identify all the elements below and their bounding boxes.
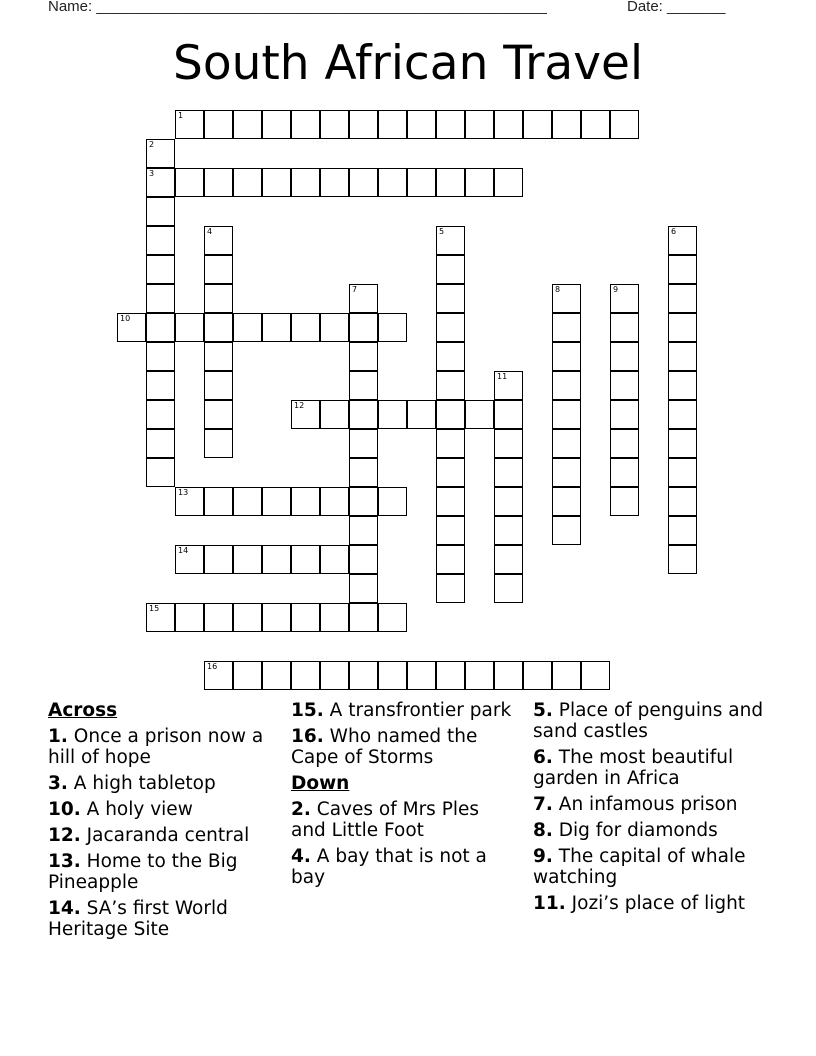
grid-cell[interactable] [610, 400, 639, 429]
clue-text: Home to the Big Pineapple [48, 851, 238, 893]
grid-cell[interactable] [349, 661, 378, 690]
grid-cell[interactable] [204, 342, 233, 371]
grid-cell[interactable] [262, 661, 291, 690]
clue-number: 1. [48, 726, 68, 747]
grid-cell[interactable] [465, 661, 494, 690]
across-clue-14 [48, 898, 273, 940]
grid-cell[interactable] [494, 371, 523, 400]
clue-number: 15. [291, 700, 324, 721]
grid-cell[interactable] [233, 661, 262, 690]
down-clue-9 [533, 846, 768, 888]
clue-number-label: 8 [555, 285, 561, 294]
grid-cell[interactable] [436, 574, 465, 603]
grid-cell[interactable] [146, 226, 175, 255]
grid-cell[interactable] [349, 574, 378, 603]
across-clue-1 [48, 726, 273, 768]
across-clue-12 [48, 825, 273, 846]
clues-column-1 [48, 700, 273, 945]
grid-cell[interactable] [436, 545, 465, 574]
clue-number: 5. [533, 700, 553, 721]
grid-cell[interactable] [320, 313, 349, 342]
grid-cell[interactable] [668, 226, 697, 255]
grid-cell[interactable] [436, 255, 465, 284]
grid-cell[interactable] [494, 458, 523, 487]
down-heading: Down [291, 773, 350, 794]
grid-cell[interactable] [291, 603, 320, 632]
grid-cell[interactable] [146, 429, 175, 458]
grid-cell[interactable] [436, 371, 465, 400]
grid-cell[interactable] [175, 545, 204, 574]
grid-cell[interactable] [494, 400, 523, 429]
clue-number: 9. [533, 846, 553, 867]
clue-number: 7. [533, 794, 553, 815]
grid-cell[interactable] [465, 110, 494, 139]
down-clue-5 [533, 700, 768, 742]
grid-cell[interactable] [523, 110, 552, 139]
grid-cell[interactable] [436, 342, 465, 371]
grid-cell[interactable] [233, 313, 262, 342]
clue-text: A holy view [86, 799, 193, 820]
grid-cell[interactable] [378, 487, 407, 516]
grid-cell[interactable] [436, 313, 465, 342]
grid-cell[interactable] [204, 371, 233, 400]
grid-cell[interactable] [349, 516, 378, 545]
date-field-label[interactable]: Date: _______ [627, 0, 726, 15]
grid-cell[interactable] [610, 342, 639, 371]
down-clue-4 [291, 846, 516, 888]
across-clue-15 [291, 700, 516, 721]
grid-cell[interactable] [378, 110, 407, 139]
grid-cell[interactable] [204, 226, 233, 255]
grid-cell[interactable] [349, 284, 378, 313]
grid-cell[interactable] [610, 284, 639, 313]
grid-cell[interactable] [378, 400, 407, 429]
clue-text: The capital of whale watching [533, 846, 746, 888]
grid-cell[interactable] [552, 429, 581, 458]
clue-number-label: 4 [207, 227, 213, 236]
grid-cell[interactable] [320, 110, 349, 139]
grid-cell[interactable] [262, 487, 291, 516]
clue-number-label: 12 [294, 401, 305, 410]
grid-cell[interactable] [204, 429, 233, 458]
clue-number-label: 6 [671, 227, 677, 236]
grid-cell[interactable] [407, 168, 436, 197]
clue-text: Once a prison now a hill of hope [48, 726, 264, 768]
grid-cell[interactable] [552, 487, 581, 516]
grid-cell[interactable] [436, 458, 465, 487]
clue-number-label: 16 [207, 662, 218, 671]
grid-cell[interactable] [349, 400, 378, 429]
grid-cell[interactable] [407, 661, 436, 690]
grid-cell[interactable] [262, 168, 291, 197]
grid-cell[interactable] [204, 168, 233, 197]
clue-number-label: 15 [149, 604, 160, 613]
across-clue-10 [48, 799, 273, 820]
grid-cell[interactable] [494, 516, 523, 545]
clue-number: 8. [533, 820, 553, 841]
grid-cell[interactable] [610, 458, 639, 487]
grid-cell[interactable] [349, 342, 378, 371]
grid-cell[interactable] [262, 545, 291, 574]
grid-cell[interactable] [610, 429, 639, 458]
down-clue-2 [291, 799, 516, 841]
grid-cell[interactable] [349, 168, 378, 197]
grid-cell[interactable] [465, 400, 494, 429]
grid-cell[interactable] [610, 110, 639, 139]
grid-cell[interactable] [668, 342, 697, 371]
grid-cell[interactable] [204, 487, 233, 516]
grid-cell[interactable] [349, 487, 378, 516]
grid-cell[interactable] [668, 487, 697, 516]
clue-text: Jozi’s place of light [571, 893, 746, 914]
grid-cell[interactable] [494, 429, 523, 458]
grid-cell[interactable] [552, 313, 581, 342]
grid-cell[interactable] [436, 168, 465, 197]
grid-cell[interactable] [610, 487, 639, 516]
grid-cell[interactable] [175, 110, 204, 139]
clue-text: Who named the Cape of Storms [291, 726, 478, 768]
grid-cell[interactable] [146, 313, 175, 342]
grid-cell[interactable] [291, 545, 320, 574]
clue-number-label: 3 [149, 169, 155, 178]
grid-cell[interactable] [436, 516, 465, 545]
grid-cell[interactable] [378, 661, 407, 690]
down-clue-11 [533, 893, 768, 914]
grid-cell[interactable] [146, 371, 175, 400]
clue-text: A transfrontier park [329, 700, 512, 721]
grid-cell[interactable] [262, 313, 291, 342]
grid-cell[interactable] [436, 284, 465, 313]
grid-cell[interactable] [204, 284, 233, 313]
grid-cell[interactable] [349, 429, 378, 458]
grid-cell[interactable] [291, 168, 320, 197]
grid-cell[interactable] [233, 603, 262, 632]
clue-text: A bay that is not a bay [291, 846, 487, 888]
clue-number: 14. [48, 898, 81, 919]
clues-column-2 [291, 700, 516, 893]
clue-number-label: 1 [178, 111, 184, 120]
grid-cell[interactable] [552, 458, 581, 487]
grid-cell[interactable] [523, 661, 552, 690]
grid-cell[interactable] [204, 313, 233, 342]
across-clue-3 [48, 773, 273, 794]
clues-column-3 [533, 700, 768, 919]
grid-cell[interactable] [204, 603, 233, 632]
clue-text: SA’s first World Heritage Site [48, 898, 228, 940]
grid-cell[interactable] [668, 545, 697, 574]
clue-number: 4. [291, 846, 311, 867]
grid-cell[interactable] [146, 139, 175, 168]
grid-cell[interactable] [349, 371, 378, 400]
clue-text: Caves of Mrs Ples and Little Foot [291, 799, 480, 841]
grid-cell[interactable] [204, 255, 233, 284]
across-heading: Across [48, 700, 118, 721]
clue-number-label: 7 [352, 285, 358, 294]
grid-cell[interactable] [291, 400, 320, 429]
grid-cell[interactable] [552, 342, 581, 371]
grid-cell[interactable] [668, 371, 697, 400]
down-clue-6 [533, 747, 768, 789]
grid-cell[interactable] [581, 110, 610, 139]
clue-number-label: 14 [178, 546, 189, 555]
grid-cell[interactable] [175, 168, 204, 197]
grid-cell[interactable] [494, 545, 523, 574]
grid-cell[interactable] [610, 313, 639, 342]
grid-cell[interactable] [233, 545, 262, 574]
grid-cell[interactable] [233, 168, 262, 197]
grid-cell[interactable] [494, 574, 523, 603]
clue-text: Jacaranda central [86, 825, 250, 846]
clue-number: 6. [533, 747, 553, 768]
grid-cell[interactable] [349, 545, 378, 574]
grid-cell[interactable] [349, 110, 378, 139]
grid-cell[interactable] [320, 400, 349, 429]
grid-cell[interactable] [175, 313, 204, 342]
grid-cell[interactable] [320, 487, 349, 516]
grid-cell[interactable] [378, 313, 407, 342]
grid-cell[interactable] [146, 603, 175, 632]
clue-number-label: 11 [497, 372, 508, 381]
grid-cell[interactable] [175, 487, 204, 516]
clue-number: 2. [291, 799, 311, 820]
grid-cell[interactable] [610, 371, 639, 400]
grid-cell[interactable] [668, 255, 697, 284]
grid-cell[interactable] [668, 516, 697, 545]
grid-cell[interactable] [204, 110, 233, 139]
grid-cell[interactable] [204, 400, 233, 429]
grid-cell[interactable] [581, 661, 610, 690]
grid-cell[interactable] [291, 313, 320, 342]
clue-number-label: 10 [120, 314, 131, 323]
name-field-label[interactable]: Name: ______________________________________________________ [48, 0, 547, 15]
clue-number: 10. [48, 799, 81, 820]
clue-text: Dig for diamonds [558, 820, 718, 841]
grid-cell[interactable] [552, 284, 581, 313]
grid-cell[interactable] [378, 603, 407, 632]
clue-number-label: 13 [178, 488, 189, 497]
clue-number-label: 5 [439, 227, 445, 236]
grid-cell[interactable] [146, 458, 175, 487]
across-clue-16 [291, 726, 516, 768]
clue-text: The most beautiful garden in Africa [533, 747, 734, 789]
grid-cell[interactable] [320, 168, 349, 197]
grid-cell[interactable] [668, 429, 697, 458]
clue-number-label: 2 [149, 140, 155, 149]
grid-cell[interactable] [204, 545, 233, 574]
grid-cell[interactable] [494, 487, 523, 516]
clue-number: 12. [48, 825, 81, 846]
grid-cell[interactable] [378, 168, 407, 197]
grid-cell[interactable] [552, 110, 581, 139]
grid-cell[interactable] [146, 255, 175, 284]
grid-cell[interactable] [291, 487, 320, 516]
down-clue-7 [533, 794, 768, 815]
grid-cell[interactable] [552, 400, 581, 429]
puzzle-title: South African Travel [172, 36, 644, 91]
grid-cell[interactable] [668, 458, 697, 487]
grid-cell[interactable] [552, 661, 581, 690]
grid-cell[interactable] [320, 661, 349, 690]
grid-cell[interactable] [668, 313, 697, 342]
grid-cell[interactable] [349, 603, 378, 632]
grid-cell[interactable] [146, 197, 175, 226]
grid-cell[interactable] [436, 661, 465, 690]
grid-cell[interactable] [233, 487, 262, 516]
grid-cell[interactable] [465, 168, 494, 197]
grid-cell[interactable] [262, 110, 291, 139]
clue-text: A high tabletop [73, 773, 216, 794]
grid-cell[interactable] [349, 313, 378, 342]
down-clue-8 [533, 820, 768, 841]
clue-number: 3. [48, 773, 68, 794]
grid-cell[interactable] [494, 661, 523, 690]
clue-number: 13. [48, 851, 81, 872]
grid-cell[interactable] [233, 110, 262, 139]
grid-cell[interactable] [349, 458, 378, 487]
clue-number: 16. [291, 726, 324, 747]
grid-cell[interactable] [320, 603, 349, 632]
grid-cell[interactable] [146, 400, 175, 429]
grid-cell[interactable] [262, 603, 291, 632]
grid-cell[interactable] [146, 342, 175, 371]
grid-cell[interactable] [494, 168, 523, 197]
grid-cell[interactable] [175, 603, 204, 632]
grid-cell[interactable] [494, 110, 523, 139]
across-clue-13 [48, 851, 273, 893]
grid-cell[interactable] [320, 545, 349, 574]
clue-text: Place of penguins and sand castles [533, 700, 764, 742]
grid-cell[interactable] [436, 487, 465, 516]
grid-cell[interactable] [291, 661, 320, 690]
clue-number: 11. [533, 893, 566, 914]
grid-cell[interactable] [436, 400, 465, 429]
grid-cell[interactable] [668, 400, 697, 429]
grid-cell[interactable] [407, 110, 436, 139]
clue-text: An infamous prison [558, 794, 738, 815]
grid-cell[interactable] [436, 429, 465, 458]
grid-cell[interactable] [117, 313, 146, 342]
grid-cell[interactable] [552, 516, 581, 545]
grid-cell[interactable] [146, 284, 175, 313]
grid-cell[interactable] [407, 400, 436, 429]
clue-number-label: 9 [613, 285, 619, 294]
grid-cell[interactable] [146, 168, 175, 197]
grid-cell[interactable] [552, 371, 581, 400]
grid-cell[interactable] [291, 110, 320, 139]
grid-cell[interactable] [436, 110, 465, 139]
grid-cell[interactable] [436, 226, 465, 255]
grid-cell[interactable] [204, 661, 233, 690]
grid-cell[interactable] [668, 284, 697, 313]
